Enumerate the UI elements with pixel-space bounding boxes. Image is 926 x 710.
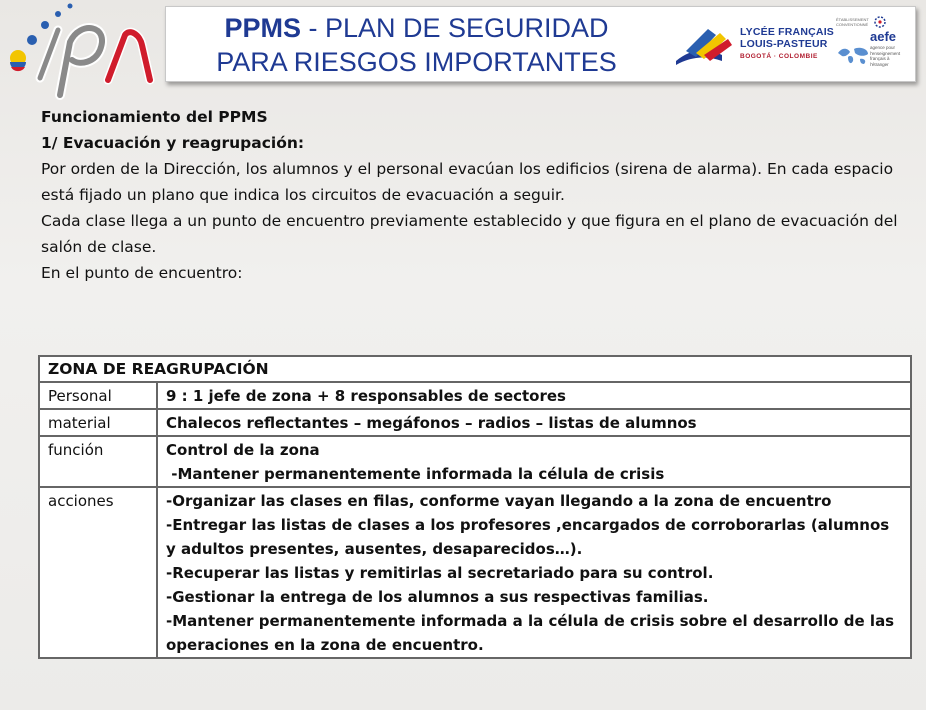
reagrupacion-table <box>38 355 912 659</box>
table-title: ZONA DE REAGRUPACIÓN <box>39 356 911 382</box>
table-header-row <box>39 356 911 382</box>
ppms-logo <box>0 0 160 100</box>
page-title <box>174 11 659 79</box>
subsection-heading: 1/ Evacuación y reagrupación: <box>41 134 305 152</box>
aefe-tagline: agence pour l'enseignement français à l'étranger <box>870 45 901 67</box>
ppms-logo-icon <box>0 0 160 100</box>
section-heading: Funcionamiento del PPMS <box>41 108 268 126</box>
lycee-name-line2: LOUIS-PASTEUR <box>740 38 828 50</box>
table-row <box>39 382 911 409</box>
row-line: Control de la zona <box>166 441 320 459</box>
row-value: Chalecos reflectantes – megáfonos – radios – listas de alumnos <box>157 409 911 436</box>
aefe-name: aefe <box>870 29 897 44</box>
table-row <box>39 487 911 658</box>
table-row <box>39 409 911 436</box>
table-row <box>39 436 911 487</box>
row-label: Personal <box>39 382 157 409</box>
row-value <box>157 487 911 658</box>
aefe-conventionne: ÉTABLISSEMENT CONVENTIONNÉ <box>836 17 869 27</box>
row-line: -Recuperar las listas y remitirlas al secretariado para su control. <box>166 564 714 582</box>
lycee-name-line1: LYCÉE FRANÇAIS <box>740 26 835 38</box>
lycee-city: BOGOTÁ · COLOMBIE <box>740 53 818 60</box>
row-label: acciones <box>39 487 157 658</box>
row-label: función <box>39 436 157 487</box>
aefe-star-icon <box>872 15 888 29</box>
world-map-icon <box>836 45 870 67</box>
row-line: -Organizar las clases en filas, conforme vayan llegando a la zona de encuentro <box>166 492 832 510</box>
row-label: material <box>39 409 157 436</box>
lycee-logo-text <box>740 26 834 60</box>
row-line: -Entregar las listas de clases a los profesores ,encargados de corroborarlas (alumnos y adultos presentes, ausentes, desaparecidos…). <box>166 516 890 558</box>
row-value <box>157 436 911 487</box>
paragraph-meeting-point: Cada clase llega a un punto de encuentro previamente establecido y que figura en el plano de evacuación del salón de clase. <box>41 212 898 256</box>
row-line: -Mantener permanentemente informada a la célula de crisis sobre el desarrollo de las operaciones en la zona de encuentro. <box>166 612 895 654</box>
title-line1: - PLAN DE SEGURIDAD <box>300 13 609 43</box>
aefe-logo <box>836 15 908 77</box>
header-banner <box>165 6 916 82</box>
paragraph-evacuation: Por orden de la Dirección, los alumnos y el personal evacúan los edificios (sirena de alarma). En cada espacio está fijado un plano que indica los circuitos de evacuación a seguir. <box>41 160 894 204</box>
row-value: 9 : 1 jefe de zona + 8 responsables de sectores <box>157 382 911 409</box>
paragraph-intro-table: En el punto de encuentro: <box>41 264 243 282</box>
row-line: -Gestionar la entrega de los alumnos a sus respectivas familias. <box>166 588 709 606</box>
document-body <box>41 104 921 286</box>
row-line: -Mantener permanentemente informada la célula de crisis <box>166 465 665 483</box>
title-acronym: PPMS <box>224 13 301 43</box>
title-line2: PARA RIESGOS IMPORTANTES <box>216 47 617 77</box>
